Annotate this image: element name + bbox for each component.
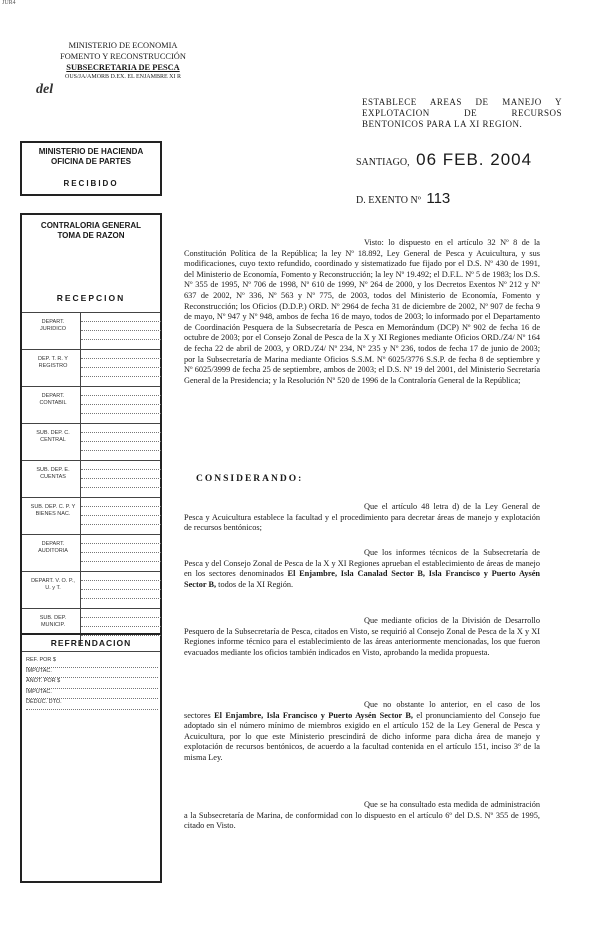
routing-label: DEPART. AUDITORIA [38, 541, 68, 554]
considerando-paragraph-3: Que mediante oficios de la División de Desarrollo Pesquero de la Subsecretaría de Pesca, citados en Visto, se requirió al Consejo Zonal de Pesca de la X y XI Regiones informe técnico para el establecimiento de las áreas anteriormente mencionadas, los que fueron evacuados mediante los oficios también indicados en Visto, aprobando la medida propuesta. [184, 616, 540, 657]
routing-label: DEPART. CONTABIL [39, 393, 67, 406]
recepcion-label: RECEPCION [56, 293, 126, 303]
considerando-paragraph-5: Que se ha consultado esta medida de administración a la Subsecretaría de Marina, de conformidad con lo dispuesto en el artículo 6º del D.S. Nº 355 de 1995, citado en Visto. [184, 800, 540, 831]
paragraph-text: el pronunciamiento del Consejo fue adoptado sin el número mínimo de miembros exigido en el artículo 152 de la Ley General de Pesca y Acuicultura, por lo que este Ministerio prescindirá de dicho informe para dicha área de manejo y explotación de recursos bentónicos, de acuerdo a la facultad contenida en el artículo 151, inciso 3º de la misma Ley. [184, 710, 541, 762]
recibido-label: RECIBIDO [63, 179, 119, 188]
routing-row [22, 312, 160, 349]
ministry-header [28, 40, 218, 81]
routing-label: DEPART. JURIDICO [40, 319, 66, 332]
routing-label: SUB. DEP. C. CENTRAL [36, 430, 70, 443]
ministry-line1: MINISTERIO DE ECONOMIA [68, 41, 178, 50]
refrendacion-lines [26, 657, 158, 710]
contraloria-stamp [20, 213, 162, 883]
routing-rows [22, 312, 160, 645]
decree-subject: ESTABLECE AREAS DE MANEJO Y EXPLOTACION DE RECURSOS BENTONICOS PARA LA XI REGION. [362, 97, 562, 129]
reference-code: OUS/JA/AMORB D.EX. EL ENJAMBRE XI R [65, 74, 181, 80]
routing-row [22, 460, 160, 497]
routing-row [22, 349, 160, 386]
ref-line: REF. POR $ [26, 657, 158, 668]
decree-number-line [356, 190, 450, 207]
routing-label: SUB. DEP. E. CUENTAS [36, 467, 70, 480]
routing-row [22, 497, 160, 534]
considerando-paragraph-4 [184, 700, 540, 764]
hacienda-line1: MINISTERIO DE HACIENDA [38, 147, 144, 156]
routing-row [22, 423, 160, 460]
hacienda-line2: OFICINA DE PARTES [50, 157, 131, 166]
city: SANTIAGO, [356, 157, 410, 168]
paragraph-text: Que los informes técnicos de la Subsecretaría de Pesca y del Consejo Zonal de Pesca de la X y XI Regiones aprueban el establecimiento de áreas de manejo en los sectores denominados [184, 548, 540, 579]
paragraph-text: todos de la XI Región. [216, 579, 294, 589]
visto-paragraph: Visto: lo dispuesto en el artículo 32 Nº 8 de la Constitución Política de la República; la ley Nº 18.892, Ley General de Pesca y Acuicultura, y sus modificaciones, cuyo texto refundido, coordinado y sistematizado fue fijado por el D.S. Nº 430 de 1991, del Ministerio de Economía, Fomento y Reconstrucción; la ley Nº 19.492; el D.F.L. Nº 5 de 1983; los D.S. Nº 355 de 1995, Nº 706 de 1998, Nº 610 de 1999, Nº 264 de 2000, y los Decretos Exentos Nº 212 y Nº 637 de 2002, Nº 336, Nº 563 y Nº 775, de 2003, todos del Ministerio de Economía, Fomento y Reconstrucción; los Oficios (D.D.P.) ORD. Nº 2964 de fecha 31 de diciembre de 2002, Nº 907 de fecha 9 de mayo, Nº 947 y Nº 948, ambos de fecha 16 de mayo, todos de 2003; lo informado por el Departamento de Coordinación Pesquera de la Subsecretaría de Pesca en Memorándum (DCP) Nº 902 de fecha 16 de octubre de 2003; por el Consejo Zonal de Pesca de la X y XI Regiones mediante Oficios ORD./Z4/ Nº 164 de fecha 22 de abril de 2003, y ORD./Z4/ Nº 234, Nº 235 y Nº 236, todos de fecha 17 de junio de 2003; por la Subsecretaría de Marina mediante Oficios S.S.M. Nº 6025/3776 S.S.P. de fecha 8 de septiembre y Nº 6025/3999 de fecha 25 de septiembre, ambos de 2003; el D.S. Nº 19 del 2001, del Ministerio Secretaría General de la Presidencia; y la Resolución Nº 520 de 1996 de la Contraloría General de la República; [184, 238, 540, 385]
refrendacion-label: REFRENDACION [22, 633, 160, 652]
ministry-line2: FOMENTO Y RECONSTRUCCIÓN [60, 52, 186, 61]
ref-line: IMPUTAC. [26, 689, 158, 700]
paragraph-bold: El Enjambre, Isla Canalad Sector B, Isla Francisco y Puerto Aysén Sector B, [184, 569, 540, 589]
date-line [356, 150, 532, 170]
corner-code: JUR4 [2, 0, 16, 6]
decree-label: D. EXENTO Nº [356, 195, 421, 206]
routing-label: DEP. T. R. Y REGISTRO [38, 356, 68, 369]
considerando-heading: CONSIDERANDO: [196, 474, 304, 484]
ref-line: IMPUTAC. [26, 668, 158, 679]
subsecretaria-name: SUBSECRETARIA DE PESCA [66, 63, 180, 72]
paragraph-text: Que no obstante lo anterior, en el caso de los sectores [184, 700, 540, 720]
routing-row [22, 386, 160, 423]
routing-label: SUB. DEP. MUNICIP. [39, 615, 67, 628]
ref-line: DEDUC. DTO. [26, 699, 158, 710]
hacienda-stamp [20, 141, 162, 196]
handwritten-note: del [36, 82, 54, 97]
considerando-paragraph-2 [184, 548, 540, 590]
date-stamp: 06 FEB. 2004 [416, 150, 533, 169]
considerando-paragraph-1: Que el artículo 48 letra d) de la Ley General de Pesca y Acuicultura establece la facultad y el procedimiento para decretar áreas de manejo y explotación de recursos bentónicos; [184, 502, 540, 533]
contraloria-line1: CONTRALORIA GENERAL [40, 221, 142, 230]
contraloria-line2: TOMA DE RAZON [57, 231, 125, 240]
routing-row [22, 534, 160, 571]
ref-line: ANOT. POR $ [26, 678, 158, 689]
routing-label: SUB. DEP. C. P. Y BIENES NAC. [30, 504, 76, 517]
routing-label: DEPART. V. O. P., U. y T. [31, 578, 75, 591]
routing-row [22, 571, 160, 608]
decree-number: 113 [426, 190, 451, 207]
paragraph-bold: El Enjambre, Isla Francisco y Puerto Aysén Sector B, [214, 710, 414, 720]
